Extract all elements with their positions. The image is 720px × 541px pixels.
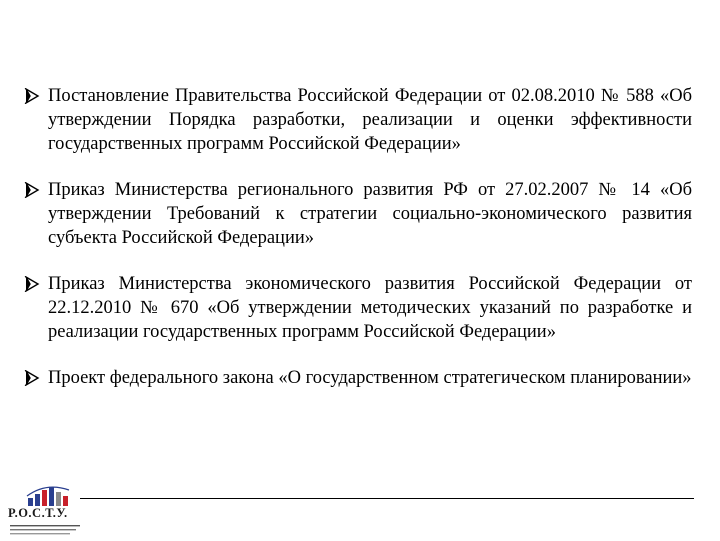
bullet-text: Приказ Министерства регионального развития РФ от 27.02.2007 № 14 «Об утверждении Требований к стратегии социально-экономического развития субъекта Российской Федерации» xyxy=(48,180,692,248)
arrowhead-bullet-icon xyxy=(24,366,42,390)
bullet-text: Постановление Правительства Российской Федерации от 02.08.2010 № 588 «Об утверждении Порядка разработки, реализации и оценки эффективности государственных программ Российской Федерации» xyxy=(48,86,692,154)
arrowhead-bullet-icon xyxy=(24,84,42,108)
bullet-text: Приказ Министерства экономического развития Российской Федерации от 22.12.2010 № 670 «Об утверждении методических указаний по разработке и реализации государственных программ Российской Федерации» xyxy=(48,274,692,342)
arrowhead-bullet-icon xyxy=(24,272,42,296)
footer-divider xyxy=(80,498,694,499)
bullet-list xyxy=(24,84,692,390)
bullet-item xyxy=(24,272,692,344)
bar-chart-logo-icon xyxy=(24,484,72,506)
logo-tagline-graphic xyxy=(10,523,84,535)
bullet-item xyxy=(24,366,692,390)
arrowhead-bullet-icon xyxy=(24,178,42,202)
bullet-item xyxy=(24,84,692,156)
rostu-logo xyxy=(8,484,86,538)
bullet-text: Проект федерального закона «О государственном стратегическом планировании» xyxy=(48,368,692,388)
logo-name: Р.О.С.Т.У. xyxy=(8,506,68,520)
bullet-item xyxy=(24,178,692,250)
